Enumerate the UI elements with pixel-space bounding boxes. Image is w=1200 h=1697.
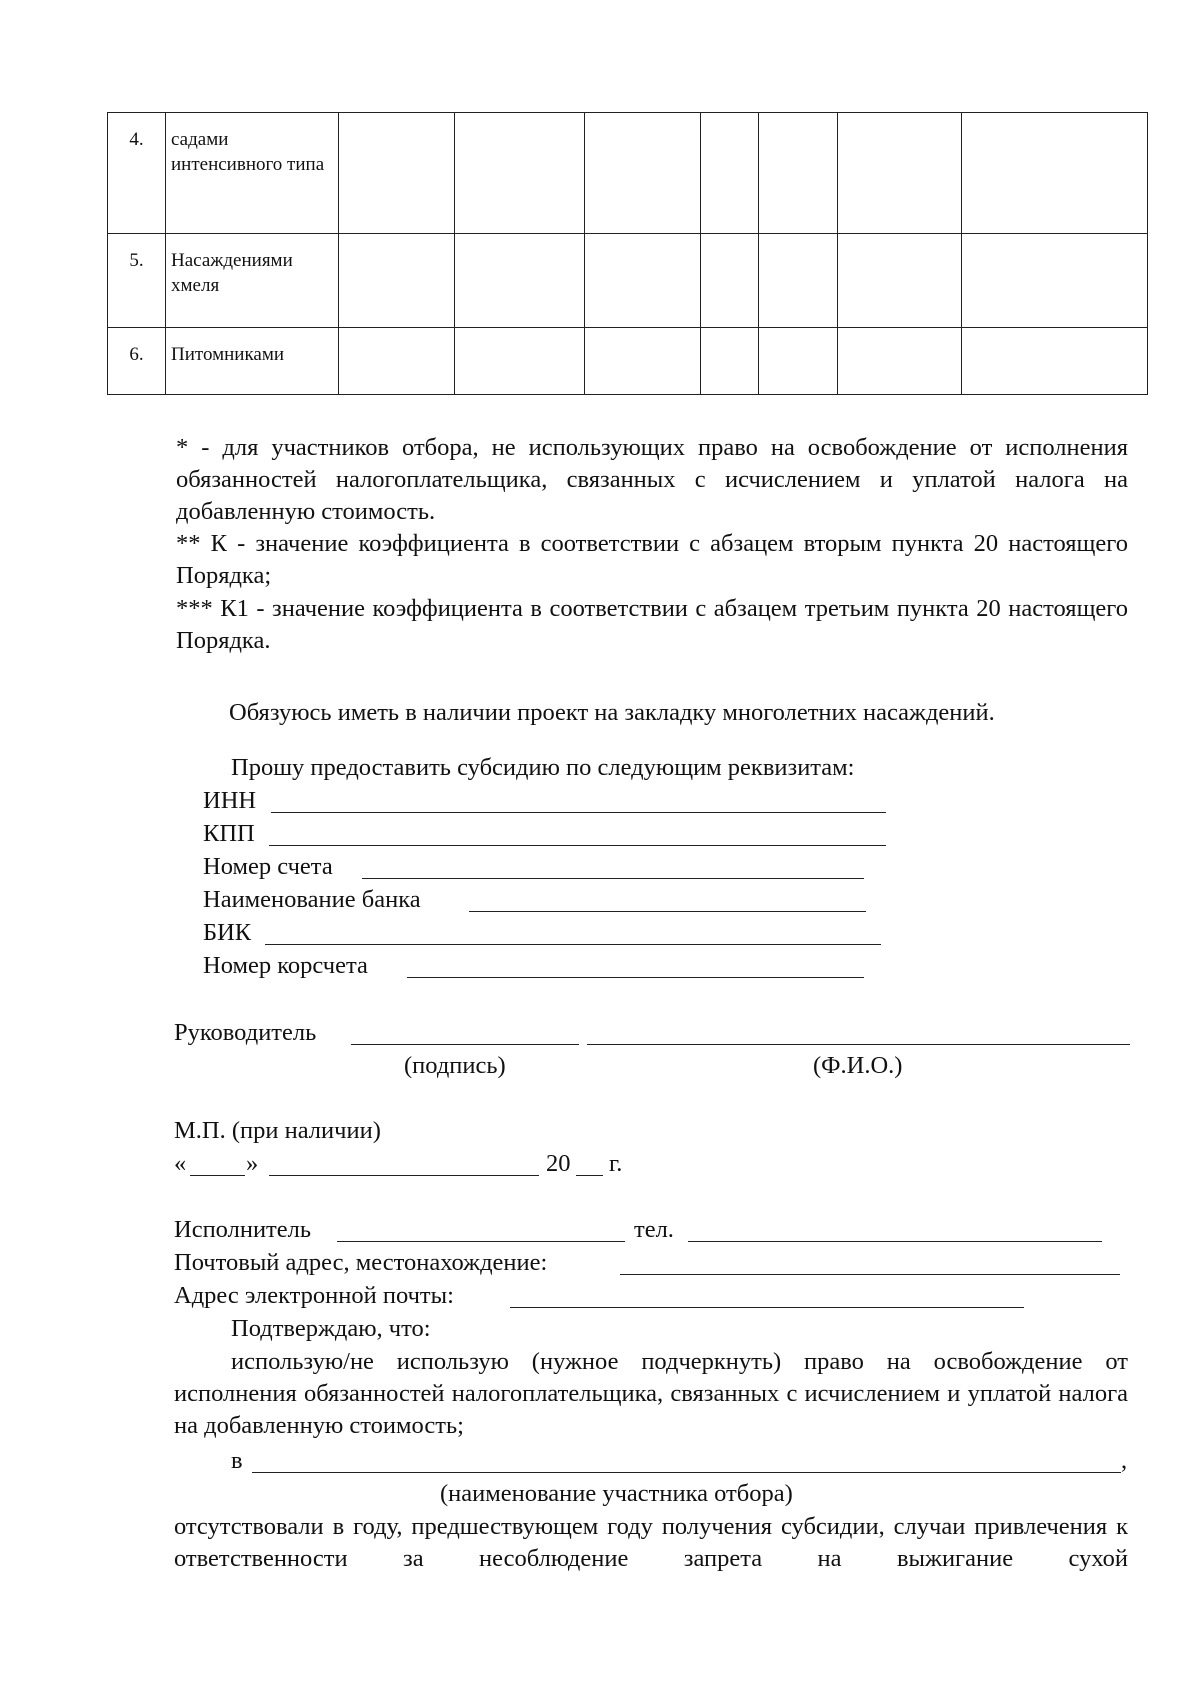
phone-field[interactable] xyxy=(688,1241,1102,1242)
table-cell xyxy=(962,234,1148,328)
row-number: 4. xyxy=(108,113,166,234)
confirm-intro: Подтверждаю, что: xyxy=(231,1315,431,1342)
confirm-fire-text: отсутствовали в году, предшествующем году получения субсидии, случаи привлечения к ответственности за несоблюдение запрета на выжигание сухой xyxy=(174,1513,1128,1572)
account-field[interactable] xyxy=(362,878,864,879)
table-cell xyxy=(455,234,585,328)
kpp-label: КПП xyxy=(203,820,255,847)
table-cell xyxy=(701,234,759,328)
table-cell xyxy=(838,328,962,395)
table-cell xyxy=(585,234,701,328)
date-close-quote: » xyxy=(246,1150,259,1177)
date-year-suffix: г. xyxy=(609,1150,623,1177)
address-label: Почтовый адрес, местонахождение: xyxy=(174,1249,548,1276)
participant-field[interactable] xyxy=(252,1472,1121,1473)
date-year-field[interactable] xyxy=(576,1175,603,1176)
signature-caption: (подпись) xyxy=(404,1052,506,1079)
email-label: Адрес электронной почты: xyxy=(174,1282,454,1309)
requisites-intro: Прошу предоставить субсидию по следующим реквизитам: xyxy=(231,754,855,781)
footnote-vat: * - для участников отбора, не использующих право на освобождение от исполнения обязанностей налогоплательщика, связанных с исчислением и уплатой налога на добавленную стоимость. xyxy=(176,434,1128,525)
email-field[interactable] xyxy=(510,1307,1024,1308)
table-cell xyxy=(585,113,701,234)
table-cell xyxy=(455,113,585,234)
inn-label: ИНН xyxy=(203,787,257,814)
comma: , xyxy=(1121,1447,1128,1474)
date-day-field[interactable] xyxy=(190,1175,245,1176)
head-label: Руководитель xyxy=(174,1019,317,1046)
inn-field[interactable] xyxy=(271,812,886,813)
bik-field[interactable] xyxy=(265,944,881,945)
table-row xyxy=(108,113,1148,234)
table-cell xyxy=(585,328,701,395)
date-open-quote: « xyxy=(174,1150,187,1177)
bik-label: БИК xyxy=(203,919,252,946)
date-month-field[interactable] xyxy=(269,1175,539,1176)
table-row xyxy=(108,328,1148,395)
table-cell xyxy=(838,234,962,328)
table-cell xyxy=(962,328,1148,395)
bank-field[interactable] xyxy=(469,911,866,912)
table-cell xyxy=(759,234,838,328)
table-cell xyxy=(962,113,1148,234)
table-cell xyxy=(455,328,585,395)
obligation-text: Обязуюсь иметь в наличии проект на закладку многолетних насаждений. xyxy=(229,699,995,726)
executor-field[interactable] xyxy=(337,1241,625,1242)
kpp-field[interactable] xyxy=(269,845,886,846)
phone-label: тел. xyxy=(634,1216,674,1243)
row-number: 6. xyxy=(108,328,166,395)
corr-account-label: Номер корсчета xyxy=(203,952,368,979)
head-name-field[interactable] xyxy=(587,1044,1130,1045)
row-name: садами интенсивного типа xyxy=(166,113,339,234)
address-field[interactable] xyxy=(620,1274,1120,1275)
table-row xyxy=(108,234,1148,328)
executor-label: Исполнитель xyxy=(174,1216,312,1243)
table-cell xyxy=(759,113,838,234)
table-cell xyxy=(339,328,455,395)
corr-account-field[interactable] xyxy=(407,977,864,978)
bank-label: Наименование банка xyxy=(203,886,421,913)
account-label: Номер счета xyxy=(203,853,333,880)
table-cell xyxy=(339,234,455,328)
row-number: 5. xyxy=(108,234,166,328)
table-cell xyxy=(759,328,838,395)
signature-field[interactable] xyxy=(351,1044,579,1045)
name-caption: (Ф.И.О.) xyxy=(813,1052,903,1079)
table-cell xyxy=(701,113,759,234)
row-name: Питомниками xyxy=(166,328,339,395)
table-cell xyxy=(339,113,455,234)
confirm-vat-text: использую/не использую (нужное подчеркнуть) право на освобождение от исполнения обязанностей налогоплательщика, связанных с исчислением и уплатой налога на добавленную стоимость; xyxy=(174,1348,1128,1439)
row-name: Насаждениями хмеля xyxy=(166,234,339,328)
footnote-k: ** К - значение коэффициента в соответствии с абзацем вторым пункта 20 настоящего Порядка; xyxy=(176,530,1128,589)
participant-caption: (наименование участника отбора) xyxy=(440,1480,793,1507)
table-cell xyxy=(701,328,759,395)
in-label: в xyxy=(231,1447,243,1474)
date-year-prefix: 20 xyxy=(546,1150,571,1177)
footnote-k1: *** К1 - значение коэффициента в соответствии с абзацем третьим пункта 20 настоящего Порядка. xyxy=(176,595,1128,654)
crops-table xyxy=(107,112,1148,395)
table-cell xyxy=(838,113,962,234)
seal-label: М.П. (при наличии) xyxy=(174,1117,381,1144)
